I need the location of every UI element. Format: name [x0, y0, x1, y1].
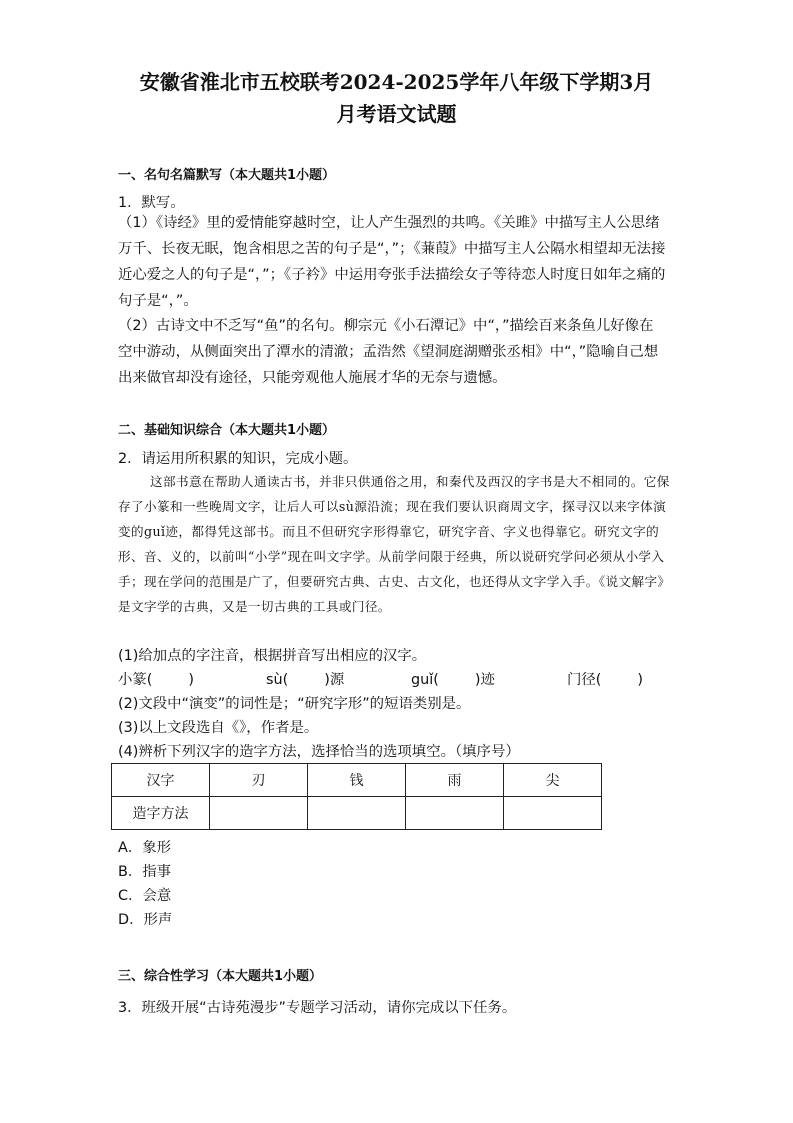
pinyin-blank-1-close: ): [188, 672, 195, 688]
pinyin-blank-2-label: sù(: [266, 672, 289, 688]
question1-label: 1．默写。: [118, 195, 185, 211]
passage-text: 这部书意在帮助人通读古书，并非只供通俗之用，和秦代及西汉的字书是大不相同的。它保存了小篆和一些晚周文字，让后人可以sù源沿流；现在我们要认识商周文字，探寻汉以来字体演变的guǐ迹，都得凭这部书。而且不但研究字形得靠它，研究字音、字义也得靠它。研究文字的形、音、义的，以前叫“小学”现在叫文字学。从前学问限于经典，所以说研究学问必须从小学入手；现在学问的范围是广了，但要研究古典、古史、古文化，也还得从文字学入手。《说文解字》是文字学的古典，又是一切古典的工具或门径。: [118, 474, 671, 614]
pinyin-blank-3-close: )迹: [474, 672, 495, 688]
subquestion2: (2)文段中“演变”的词性是；“研究字形”的短语类别是。: [118, 696, 471, 712]
document-title-line1: 安徽省淮北市五校联考2024-2025学年八年级下学期3月: [139, 70, 654, 94]
pinyin-blank-1-label: 小篆(: [118, 672, 153, 688]
pinyin-blank-2-close: )源: [324, 672, 345, 688]
table-cell: 刃: [210, 764, 308, 797]
option-a: A．象形: [118, 840, 172, 856]
table-row: [112, 764, 602, 797]
pinyin-blank-4[interactable]: [567, 668, 643, 689]
document-title-line2: 月考语文试题: [336, 102, 457, 126]
question2-label: 2．请运用所积累的知识，完成小题。: [118, 451, 358, 467]
subquestion4: (4)辨析下列汉字的造字方法，选择恰当的选项填空。（填序号）: [118, 744, 520, 760]
section2-heading: 二、基础知识综合（本大题共1小题）: [118, 423, 336, 438]
pinyin-blank-2[interactable]: [266, 668, 344, 689]
option-b: B．指事: [118, 864, 172, 880]
option-d: D．形声: [118, 912, 173, 928]
table-cell: 造字方法: [112, 797, 210, 830]
section3-heading: 三、综合性学习（本大题共1小题）: [118, 969, 323, 984]
question3-label: 3．班级开展“古诗苑漫步”专题学习活动，请你完成以下任务。: [118, 1000, 517, 1016]
table-cell: 尖: [504, 764, 602, 797]
option-c: C．会意: [118, 888, 172, 904]
subquestion1: (1)给加点的字注音，根据拼音写出相应的汉字。: [118, 648, 427, 664]
pinyin-blank-4-close: ): [637, 672, 644, 688]
question1-part1: （1）《诗经》里的爱情能穿越时空，让人产生强烈的共鸣。《关雎》中描写主人公思绪万千、长夜无眠，饱含相思之苦的句子是“，”；《蒹葭》中描写主人公隔水相望却无法接近心爱之人的句子是“，”；《子衿》中运用夸张手法描绘女子等待恋人时度日如年之痛的句子是“，”。: [118, 215, 666, 309]
table-cell: 钱: [308, 764, 406, 797]
pinyin-blank-3[interactable]: [411, 668, 495, 689]
subquestion3: (3)以上文段选自《》，作者是。: [118, 720, 319, 736]
question1-part2: （2）古诗文中不乏写“鱼”的名句。柳宗元《小石潭记》中“，”描绘百来条鱼儿好像在空中游动，从侧面突出了潭水的清澈；孟浩然《望洞庭湖赠张丞相》中“，”隐喻自己想出来做官却没有途径，只能旁观他人施展才华的无奈与遗憾。: [118, 318, 659, 386]
answer-cell[interactable]: [406, 797, 504, 830]
pinyin-blank-3-label: guǐ(: [411, 672, 439, 688]
table-cell: 雨: [406, 764, 504, 797]
section1-heading: 一、名句名篇默写（本大题共1小题）: [118, 168, 336, 183]
answer-cell[interactable]: [210, 797, 308, 830]
character-method-table: [111, 763, 602, 830]
pinyin-blank-4-label: 门径(: [567, 672, 602, 688]
table-row: [112, 797, 602, 830]
answer-cell[interactable]: [308, 797, 406, 830]
pinyin-blank-1[interactable]: [118, 668, 194, 689]
answer-cell[interactable]: [504, 797, 602, 830]
reading-passage: [118, 469, 674, 619]
table-cell: 汉字: [112, 764, 210, 797]
